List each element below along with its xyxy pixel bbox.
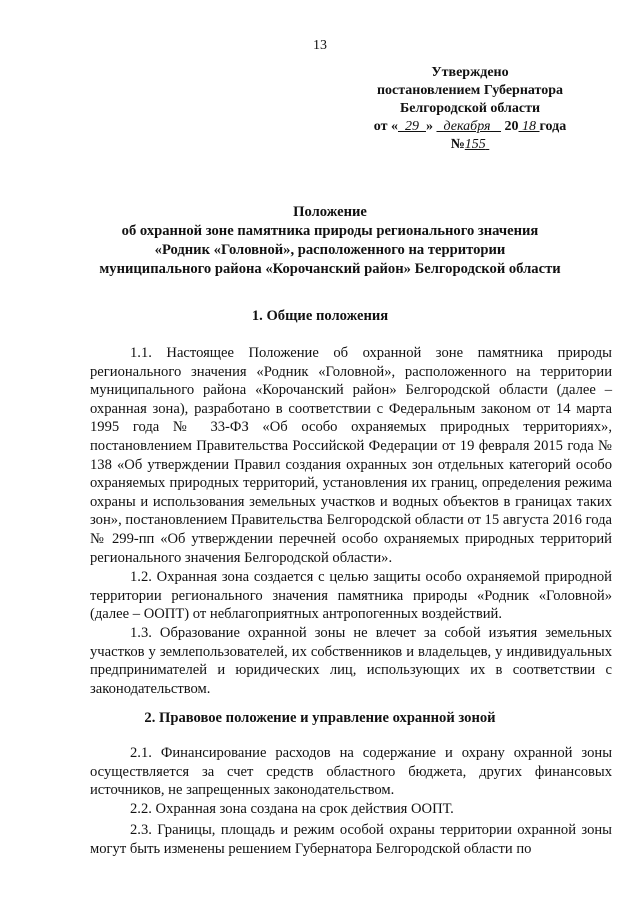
title-line-4: муниципального района «Корочанский район» Белгородской области — [99, 261, 561, 277]
title-line-2: об охранной зоне памятника природы регионального значения — [121, 223, 539, 239]
section-2-paragraph-3: 2.3. Границы, площадь и режим особой охраны территории охранной зоны могут быть изменены решением Губернатора Белгородской области по — [90, 822, 612, 857]
number-value: 155 — [464, 137, 486, 152]
date-mid: » — [425, 119, 433, 134]
date-month: декабря — [443, 119, 491, 134]
page-number: 13 — [313, 38, 327, 53]
section-1-heading: 1. Общие положения — [251, 308, 389, 324]
approval-line-3: Белгородской области — [399, 101, 541, 116]
title-line-3: «Родник «Головной», расположенного на территории — [154, 242, 506, 258]
date-day: 29 — [404, 119, 419, 134]
approval-line-2: постановлением Губернатора — [376, 83, 564, 98]
approval-date — [340, 118, 600, 136]
section-2-paragraph-2: 2.2. Охранная зона создана на срок действия ООПТ. — [130, 801, 454, 817]
section-2-paragraph-1: 2.1. Финансирование расходов на содержание и охрану охранной зоны осуществляется за счет средств областного бюджета, других финансовых источников, не запрещенных законодательством. — [90, 745, 612, 799]
section-1-paragraph-2: 1.2. Охранная зона создается с целью защиты особо охраняемой природной территории регионального значения памятника природы «Родник «Головной» (далее – ООПТ) от неблагоприятных антропогенных воздействий. — [90, 569, 612, 623]
approval-line-1: Утверждено — [431, 65, 509, 80]
year-word: года — [539, 119, 567, 134]
date-prefix: от « — [373, 119, 398, 134]
year-prefix: 20 — [504, 119, 519, 134]
section-1-paragraph-3: 1.3. Образование охранной зоны не влечет за собой изъятия земельных участков у землепользователей, их собственников и владельцев, у индивидуальных предпринимателей и юридических лиц, использующих их в соответствии с законодательством. — [90, 625, 612, 697]
title-line-1: Положение — [293, 204, 367, 220]
approval-block — [340, 64, 600, 154]
section-1-paragraph-1: 1.1. Настоящее Положение об охранной зоне памятника природы регионального значения «Родник «Головной», расположенного на территории муниципального района «Корочанский район» Белгородской области (далее – охранная зона), разработано в соответствии с Федеральным законом от 14 марта 1995 года № 33-ФЗ «Об особо охраняемых природных территориях», постановлением Правительства Российской Федерации от 19 февраля 2015 года № 138 «Об утверждении Правил создания охранных зон отдельных категорий особо охраняемых природных территорий, установления их границ, определения режима охраны и использования земельных участков и водных объектов в границах таких зон», постановлением Правительства Белгородской области от 15 августа 2016 года № 299-пп «Об утверждении перечней особо охраняемых природных территорий регионального значения Белгородской области». — [90, 345, 612, 566]
section-2-heading: 2. Правовое положение и управление охранной зоной — [144, 710, 496, 726]
number-prefix: № — [450, 137, 465, 152]
approval-number — [340, 136, 600, 154]
document-title — [60, 203, 600, 279]
year-suffix: 18 — [522, 119, 537, 134]
